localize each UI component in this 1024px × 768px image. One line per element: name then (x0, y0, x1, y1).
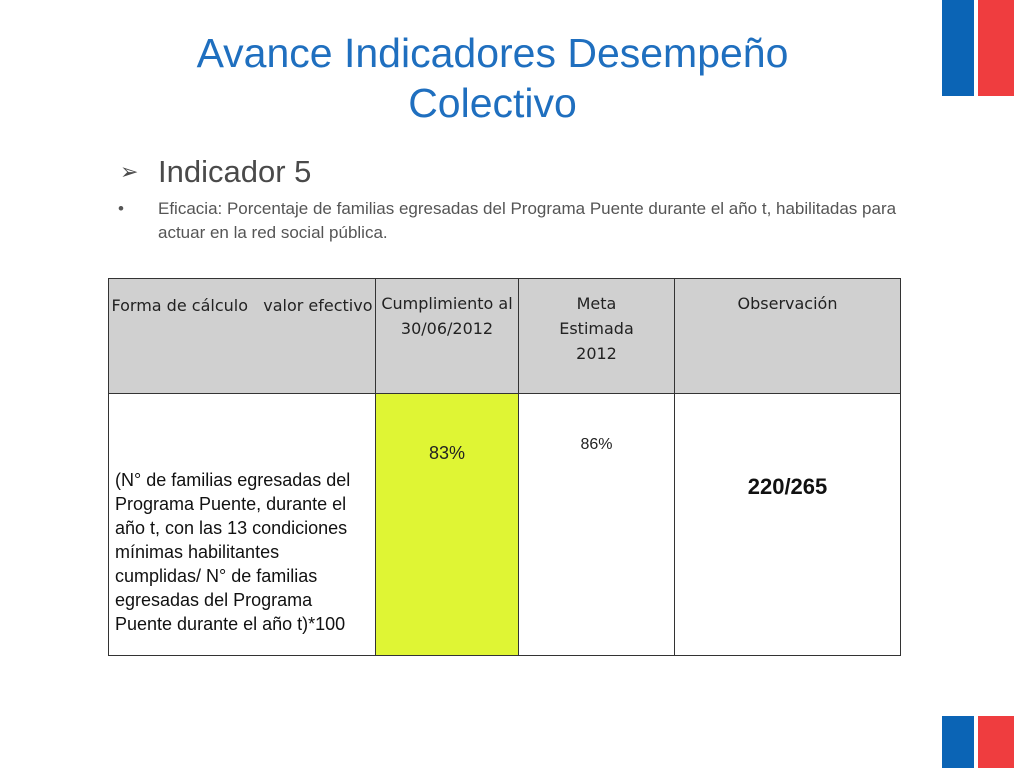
header-cumplimiento (376, 279, 519, 394)
table-row (109, 394, 901, 656)
chile-flag-decoration-bottom (942, 716, 1014, 768)
cumplimiento-value: 83% (428, 443, 466, 463)
indicator-description (118, 197, 908, 245)
cell-meta (519, 394, 675, 656)
cell-formula (109, 394, 376, 656)
header-cumplimiento-line-1: Cumplimiento al (381, 294, 513, 313)
indicator-heading-text: Indicador 5 (158, 154, 312, 189)
slide-title-line-2: Colectivo (408, 80, 577, 126)
indicator-table (108, 278, 901, 656)
formula-text: (N° de familias egresadas del Programa Puente, durante el año t, con las 13 condiciones mínimas habilitantes cumplidas/ N° de familias egresadas del Programa Puente durante el año t)*100 (115, 470, 351, 634)
table-header-row (109, 279, 901, 394)
header-observacion: Observación (675, 279, 901, 394)
header-meta-line-1: Meta (576, 294, 617, 313)
slide-title (110, 28, 875, 128)
arrow-bullet-icon: ➢ (120, 159, 139, 184)
dot-bullet-icon: • (118, 199, 124, 218)
slide-title-line-1: Avance Indicadores Desempeño (196, 30, 789, 76)
indicator-heading (120, 154, 311, 190)
header-meta-line-2: Estimada (559, 319, 634, 338)
header-meta (519, 279, 675, 394)
chile-flag-decoration-top (942, 0, 1014, 96)
meta-value: 86% (580, 436, 613, 453)
cell-cumplimiento (376, 394, 519, 656)
header-cumplimiento-line-2: 30/06/2012 (400, 319, 494, 338)
cell-observacion (675, 394, 901, 656)
observacion-value: 220/265 (747, 474, 828, 499)
header-meta-line-3: 2012 (576, 344, 617, 363)
header-formula: Forma de cálculo valor efectivo (109, 279, 376, 394)
indicator-description-text: Eficacia: Porcentaje de familias egresadas del Programa Puente durante el año t, habilitadas para actuar en la red social pública. (158, 199, 897, 242)
